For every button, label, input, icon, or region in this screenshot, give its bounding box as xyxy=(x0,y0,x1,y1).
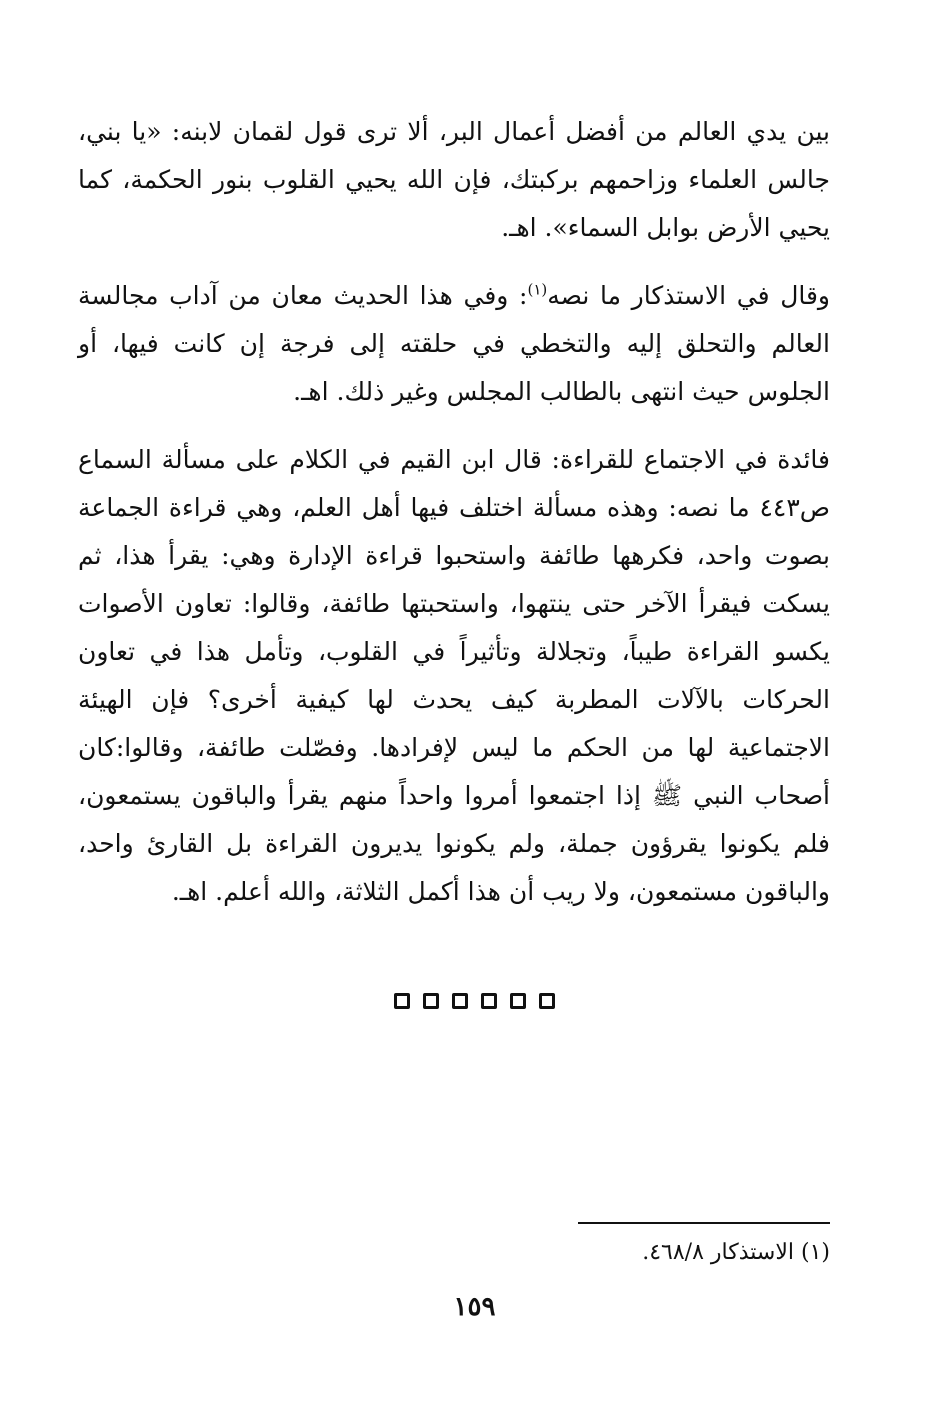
page-number: ١٥٩ xyxy=(453,1292,496,1322)
ornament-square-icon xyxy=(539,993,555,1009)
ornament-square-icon xyxy=(452,993,468,1009)
footnote-separator xyxy=(578,1222,830,1224)
section-divider-ornament xyxy=(0,993,949,1009)
paragraph-reading-benefit: فائدة في الاجتماع للقراءة: قال ابن القيم في الكلام على مسألة السماع ص٤٤٣ ما نصه: وهذه مسألة اختلف فيها أهل العلم، وهي قراءة الجماعة بصوت واحد، فكرهها طائفة واستحبوا قراءة الإدارة وهي: يقرأ هذا، ثم يسكت فيقرأ الآخر حتى ينتهوا، واستحبتها طائفة، وقالوا: تعاون الأصوات يكسو القراءة طيباً، وتجلالة وتأثيراً في القلوب، وتأمل هذا في تعاون الحركات بالآلات المطربة كيف يحدث لها كيفية أخرى؟ فإن الهيئة الاجتماعية لها من الحكم ما ليس لإفرادها. وفصّلت طائفة، وقالوا:كان أصحاب النبي ﷺ إذا اجتمعوا أمروا واحداً منهم يقرأ والباقون يستمعون، فلم يكونوا يقرؤون جملة، ولم يكونوا يديرون القراءة بل القارئ واحد، والباقون مستمعون، ولا ريب أن هذا أكمل الثلاثة، والله أعلم. اهـ. xyxy=(78,445,830,906)
ornament-square-icon xyxy=(423,993,439,1009)
main-text xyxy=(78,108,830,916)
paragraph-istidhkar-rest: : وفي هذا الحديث معان من آداب مجالسة العالم والتحلق إليه والتخطي في حلقته إلى فرجة إن كانت فيها، أو الجلوس حيث انتهى بالطالب المجلس وغير ذلك. اهـ. xyxy=(78,281,830,406)
paragraph-istidhkar-start: وقال في الاستذكار ما نصه xyxy=(547,281,830,310)
paragraph-istidhkar xyxy=(78,272,830,416)
paragraph-luqman: بين يدي العالم من أفضل أعمال البر، ألا ترى قول لقمان لابنه: «يا بني، جالس العلماء وزاحمهم بركبتك، فإن الله يحيي القلوب بنور الحكمة، كما يحيي الأرض بوابل السماء». اهـ. xyxy=(78,117,830,242)
footnote: (١) الاستذكار ٤٦٨/٨. xyxy=(642,1240,830,1265)
ornament-square-icon xyxy=(510,993,526,1009)
ornament-square-icon xyxy=(481,993,497,1009)
footnote-reference[interactable]: (١) xyxy=(527,280,548,299)
ornament-square-icon xyxy=(394,993,410,1009)
